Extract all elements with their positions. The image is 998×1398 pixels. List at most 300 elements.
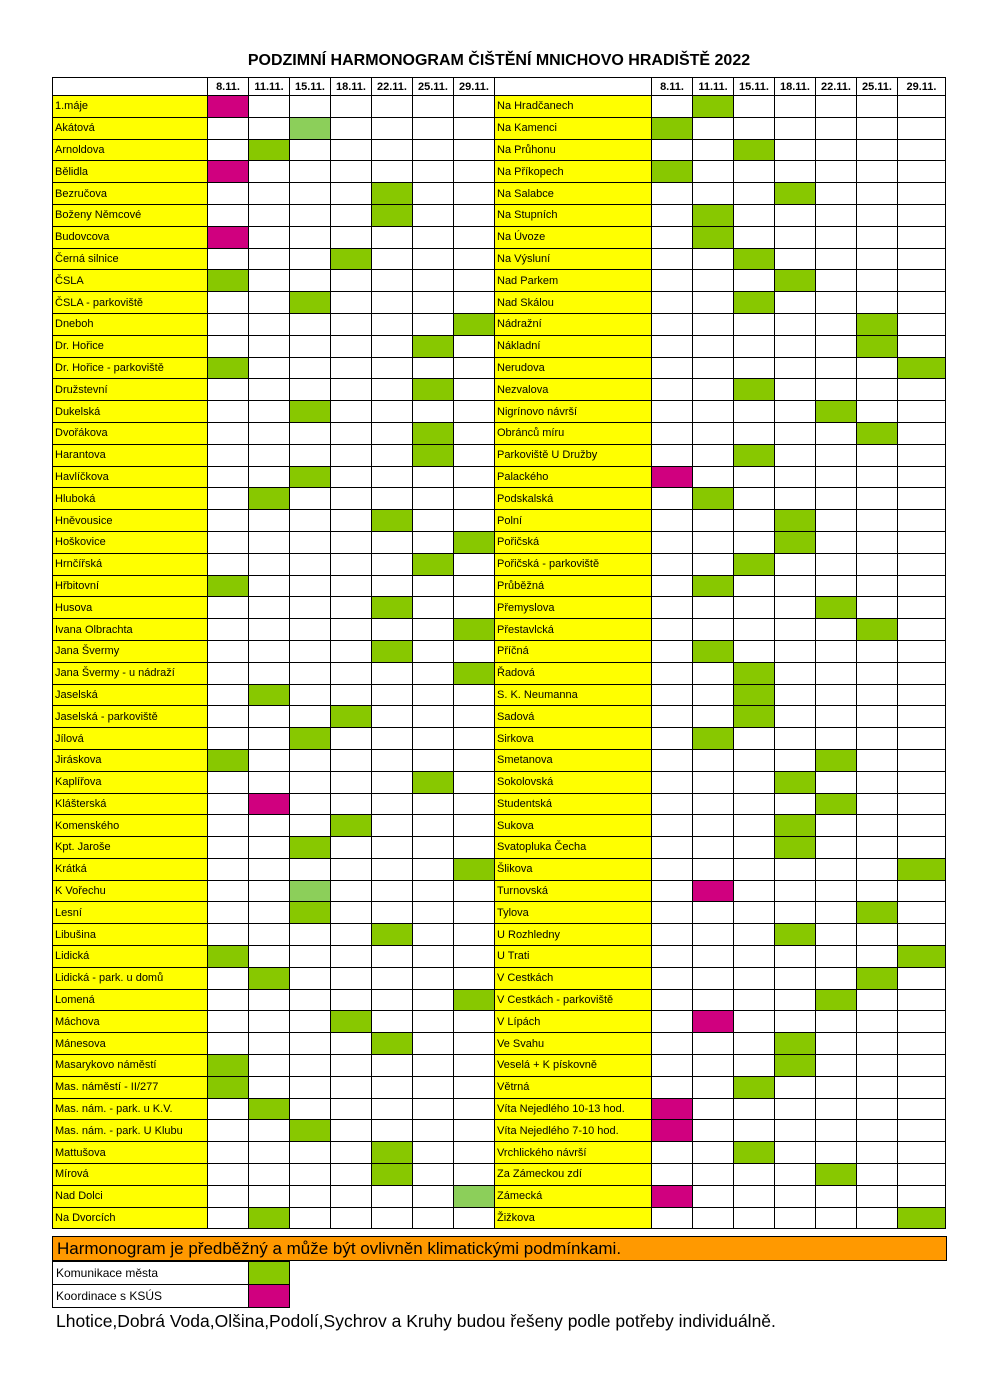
table-row [53, 1207, 946, 1229]
table-row [53, 1076, 946, 1098]
schedule-cell [331, 1185, 372, 1207]
schedule-cell [775, 1164, 816, 1186]
date-header: 22.11. [372, 78, 413, 96]
schedule-cell [208, 488, 249, 510]
schedule-cell [208, 313, 249, 335]
schedule-cell [734, 597, 775, 619]
schedule-mark [693, 1011, 734, 1033]
street-name: Sadová [495, 706, 652, 728]
schedule-cell [290, 706, 331, 728]
schedule-cell [372, 575, 413, 597]
schedule-mark [693, 880, 734, 902]
schedule-cell [454, 1142, 495, 1164]
schedule-mark [372, 1142, 413, 1164]
schedule-mark [898, 858, 946, 880]
table-row [53, 1098, 946, 1120]
schedule-cell [693, 335, 734, 357]
table-row [53, 1164, 946, 1186]
schedule-mark [208, 946, 249, 968]
schedule-cell [249, 531, 290, 553]
street-name: Hluboká [53, 488, 208, 510]
legend-swatch-magenta [249, 1285, 290, 1308]
schedule-cell [331, 401, 372, 423]
table-row [53, 444, 946, 466]
schedule-cell [898, 1076, 946, 1098]
schedule-mark [208, 1055, 249, 1077]
schedule-cell [734, 1164, 775, 1186]
street-name: Obránců míru [495, 422, 652, 444]
street-name: Bezručova [53, 183, 208, 205]
schedule-mark [816, 793, 857, 815]
street-name: Nad Parkem [495, 270, 652, 292]
schedule-cell [454, 444, 495, 466]
street-name: Klášterská [53, 793, 208, 815]
schedule-cell [290, 858, 331, 880]
schedule-cell [290, 313, 331, 335]
schedule-cell [857, 706, 898, 728]
schedule-cell [775, 553, 816, 575]
schedule-cell [413, 1098, 454, 1120]
schedule-cell [413, 946, 454, 968]
schedule-mark [898, 1207, 946, 1229]
schedule-cell [734, 728, 775, 750]
schedule-cell [693, 553, 734, 575]
schedule-mark [652, 117, 693, 139]
schedule-cell [652, 204, 693, 226]
schedule-cell [413, 858, 454, 880]
schedule-cell [249, 815, 290, 837]
schedule-cell [249, 553, 290, 575]
table-row [53, 749, 946, 771]
schedule-cell [693, 1033, 734, 1055]
street-name: Šlikova [495, 858, 652, 880]
street-name: Lidická [53, 946, 208, 968]
schedule-cell [454, 226, 495, 248]
date-header: 11.11. [249, 78, 290, 96]
schedule-cell [413, 815, 454, 837]
schedule-cell [413, 248, 454, 270]
schedule-cell [249, 248, 290, 270]
schedule-cell [208, 183, 249, 205]
schedule-cell [693, 248, 734, 270]
schedule-cell [816, 161, 857, 183]
schedule-cell [734, 1098, 775, 1120]
table-row [53, 510, 946, 532]
schedule-cell [208, 1142, 249, 1164]
street-name: Lesní [53, 902, 208, 924]
schedule-cell [331, 880, 372, 902]
schedule-cell [249, 924, 290, 946]
legend [52, 1261, 290, 1308]
schedule-cell [898, 1120, 946, 1142]
schedule-cell [372, 96, 413, 118]
date-header: 25.11. [857, 78, 898, 96]
schedule-cell [454, 401, 495, 423]
street-name: Jiráskova [53, 749, 208, 771]
street-name: Pořičská - parkoviště [495, 553, 652, 575]
schedule-cell [208, 553, 249, 575]
schedule-cell [290, 793, 331, 815]
schedule-cell [331, 292, 372, 314]
schedule-cell [734, 771, 775, 793]
schedule-cell [775, 204, 816, 226]
schedule-cell [857, 553, 898, 575]
schedule-cell [331, 1207, 372, 1229]
schedule-cell [372, 684, 413, 706]
schedule-cell [249, 466, 290, 488]
schedule-cell [331, 1076, 372, 1098]
schedule-mark [454, 313, 495, 335]
schedule-cell [693, 924, 734, 946]
schedule-cell [331, 793, 372, 815]
schedule-cell [331, 749, 372, 771]
table-row [53, 858, 946, 880]
footer-note: Lhotice,Dobrá Voda,Olšina,Podolí,Sychrov a Kruhy budou řešeny podle potřeby individuálně. [56, 1311, 776, 1331]
schedule-cell [454, 1055, 495, 1077]
street-name: Dr. Hořice [53, 335, 208, 357]
schedule-mark [693, 96, 734, 118]
schedule-cell [331, 117, 372, 139]
schedule-cell [372, 248, 413, 270]
schedule-mark [454, 1185, 495, 1207]
street-name: Dneboh [53, 313, 208, 335]
schedule-cell [734, 619, 775, 641]
schedule-cell [413, 793, 454, 815]
schedule-cell [413, 924, 454, 946]
schedule-cell [454, 749, 495, 771]
schedule-cell [898, 815, 946, 837]
schedule-cell [290, 531, 331, 553]
schedule-mark [693, 640, 734, 662]
schedule-cell [454, 575, 495, 597]
schedule-cell [208, 510, 249, 532]
schedule-cell [413, 1207, 454, 1229]
schedule-cell [454, 815, 495, 837]
schedule-cell [816, 662, 857, 684]
table-row [53, 183, 946, 205]
street-name: Lomená [53, 989, 208, 1011]
schedule-cell [454, 357, 495, 379]
schedule-cell [693, 1120, 734, 1142]
table-row [53, 989, 946, 1011]
schedule-cell [816, 1076, 857, 1098]
schedule-cell [652, 597, 693, 619]
schedule-cell [898, 248, 946, 270]
schedule-cell [208, 422, 249, 444]
schedule-cell [290, 684, 331, 706]
schedule-cell [454, 248, 495, 270]
schedule-cell [816, 422, 857, 444]
schedule-cell [734, 313, 775, 335]
schedule-mark [208, 270, 249, 292]
schedule-cell [454, 379, 495, 401]
schedule-cell [290, 1098, 331, 1120]
street-name: ČSLA - parkoviště [53, 292, 208, 314]
schedule-cell [898, 575, 946, 597]
schedule-cell [454, 837, 495, 859]
legend-row [53, 1262, 290, 1285]
street-name: Nerudova [495, 357, 652, 379]
schedule-cell [249, 96, 290, 118]
schedule-cell [816, 292, 857, 314]
street-name: Kpt. Jaroše [53, 837, 208, 859]
schedule-cell [208, 1185, 249, 1207]
schedule-cell [857, 1164, 898, 1186]
schedule-cell [652, 248, 693, 270]
schedule-cell [372, 1120, 413, 1142]
schedule-cell [454, 1033, 495, 1055]
street-name: Jana Švermy [53, 640, 208, 662]
table-row [53, 270, 946, 292]
street-name: Řadová [495, 662, 652, 684]
schedule-cell [898, 1098, 946, 1120]
schedule-cell [208, 640, 249, 662]
schedule-cell [290, 379, 331, 401]
schedule-cell [898, 270, 946, 292]
table-row [53, 531, 946, 553]
schedule-cell [693, 619, 734, 641]
schedule-cell [208, 204, 249, 226]
schedule-cell [693, 183, 734, 205]
schedule-cell [734, 466, 775, 488]
schedule-cell [693, 967, 734, 989]
street-name: Přemyslova [495, 597, 652, 619]
schedule-cell [249, 313, 290, 335]
schedule-cell [413, 967, 454, 989]
schedule-cell [898, 619, 946, 641]
street-name: Sirkova [495, 728, 652, 750]
street-name: Mas. nám. - park. u K.V. [53, 1098, 208, 1120]
schedule-cell [331, 226, 372, 248]
schedule-mark [857, 967, 898, 989]
schedule-cell [816, 313, 857, 335]
schedule-cell [372, 379, 413, 401]
date-header: 15.11. [734, 78, 775, 96]
schedule-cell [290, 444, 331, 466]
table-row [53, 117, 946, 139]
schedule-mark [775, 924, 816, 946]
schedule-cell [898, 422, 946, 444]
schedule-cell [734, 335, 775, 357]
schedule-cell [208, 858, 249, 880]
schedule-cell [331, 837, 372, 859]
street-name: Nad Skálou [495, 292, 652, 314]
schedule-cell [857, 357, 898, 379]
schedule-cell [208, 379, 249, 401]
street-name: ČSLA [53, 270, 208, 292]
street-name: Sokolovská [495, 771, 652, 793]
street-name: Veselá + K pískovně [495, 1055, 652, 1077]
schedule-cell [331, 466, 372, 488]
schedule-cell [693, 989, 734, 1011]
schedule-cell [413, 313, 454, 335]
schedule-cell [816, 1033, 857, 1055]
schedule-cell [898, 1164, 946, 1186]
schedule-cell [898, 488, 946, 510]
schedule-cell [413, 662, 454, 684]
table-row [53, 640, 946, 662]
table-row [53, 139, 946, 161]
schedule-cell [775, 858, 816, 880]
schedule-cell [652, 357, 693, 379]
schedule-cell [857, 662, 898, 684]
schedule-cell [454, 1164, 495, 1186]
schedule-cell [290, 989, 331, 1011]
schedule-cell [775, 226, 816, 248]
schedule-cell [208, 902, 249, 924]
schedule-cell [208, 793, 249, 815]
street-name: Nad Dolci [53, 1185, 208, 1207]
schedule-cell [775, 728, 816, 750]
schedule-cell [413, 1120, 454, 1142]
schedule-mark [249, 488, 290, 510]
schedule-cell [454, 1076, 495, 1098]
schedule-mark [857, 619, 898, 641]
schedule-cell [454, 161, 495, 183]
schedule-cell [290, 597, 331, 619]
street-name: U Trati [495, 946, 652, 968]
legend-label: Koordinace s KSÚS [53, 1285, 249, 1308]
table-row [53, 662, 946, 684]
schedule-cell [249, 575, 290, 597]
schedule-cell [331, 357, 372, 379]
schedule-cell [857, 597, 898, 619]
street-name: Sukova [495, 815, 652, 837]
schedule-mark [898, 357, 946, 379]
legend-label: Komunikace města [53, 1262, 249, 1285]
schedule-cell [413, 597, 454, 619]
schedule-cell [372, 1011, 413, 1033]
schedule-cell [331, 684, 372, 706]
schedule-cell [249, 422, 290, 444]
schedule-mark [734, 1142, 775, 1164]
schedule-cell [734, 902, 775, 924]
schedule-cell [208, 139, 249, 161]
schedule-cell [372, 967, 413, 989]
schedule-cell [775, 662, 816, 684]
schedule-cell [898, 139, 946, 161]
schedule-cell [693, 684, 734, 706]
schedule-cell [372, 946, 413, 968]
schedule-cell [652, 488, 693, 510]
table-row [53, 313, 946, 335]
schedule-cell [372, 117, 413, 139]
schedule-mark [208, 226, 249, 248]
schedule-cell [372, 1185, 413, 1207]
schedule-cell [816, 684, 857, 706]
street-name: V Lípách [495, 1011, 652, 1033]
schedule-mark [372, 510, 413, 532]
schedule-cell [454, 1011, 495, 1033]
schedule-cell [413, 728, 454, 750]
street-name: Komenského [53, 815, 208, 837]
schedule-cell [372, 749, 413, 771]
schedule-cell [898, 335, 946, 357]
schedule-mark [413, 422, 454, 444]
street-name: Polní [495, 510, 652, 532]
schedule-cell [857, 1033, 898, 1055]
table-row [53, 880, 946, 902]
schedule-cell [331, 989, 372, 1011]
schedule-cell [249, 902, 290, 924]
schedule-cell [898, 837, 946, 859]
schedule-cell [857, 1207, 898, 1229]
street-name: Zámecká [495, 1185, 652, 1207]
table-row [53, 96, 946, 118]
schedule-cell [249, 1120, 290, 1142]
schedule-mark [652, 161, 693, 183]
schedule-cell [898, 597, 946, 619]
schedule-cell [454, 183, 495, 205]
street-name: Podskalská [495, 488, 652, 510]
table-row [53, 379, 946, 401]
schedule-cell [816, 1011, 857, 1033]
schedule-cell [331, 510, 372, 532]
header-row [53, 78, 946, 96]
street-name: Svatopluka Čecha [495, 837, 652, 859]
schedule-cell [454, 204, 495, 226]
schedule-cell [816, 1185, 857, 1207]
schedule-cell [898, 640, 946, 662]
schedule-cell [413, 161, 454, 183]
street-name: Mattušova [53, 1142, 208, 1164]
schedule-mark [693, 204, 734, 226]
schedule-cell [290, 248, 331, 270]
schedule-cell [331, 1142, 372, 1164]
schedule-cell [413, 1164, 454, 1186]
schedule-cell [857, 771, 898, 793]
schedule-cell [413, 1076, 454, 1098]
schedule-mark [734, 379, 775, 401]
schedule-cell [734, 946, 775, 968]
schedule-cell [734, 510, 775, 532]
street-name: Boženy Němcové [53, 204, 208, 226]
schedule-cell [693, 444, 734, 466]
schedule-cell [372, 1055, 413, 1077]
schedule-cell [208, 1011, 249, 1033]
street-name: Nákladní [495, 335, 652, 357]
street-name: Harantova [53, 444, 208, 466]
schedule-cell [413, 401, 454, 423]
schedule-cell [652, 575, 693, 597]
schedule-cell [898, 531, 946, 553]
schedule-cell [652, 880, 693, 902]
schedule-cell [290, 488, 331, 510]
table-row [53, 771, 946, 793]
schedule-cell [693, 117, 734, 139]
street-name: Na Výsluní [495, 248, 652, 270]
schedule-cell [734, 117, 775, 139]
schedule-cell [857, 270, 898, 292]
table-row [53, 924, 946, 946]
schedule-cell [372, 553, 413, 575]
schedule-cell [331, 1164, 372, 1186]
schedule-cell [413, 575, 454, 597]
schedule-cell [372, 531, 413, 553]
schedule-cell [454, 466, 495, 488]
schedule-cell [898, 771, 946, 793]
schedule-cell [816, 706, 857, 728]
schedule-cell [693, 771, 734, 793]
schedule-cell [372, 161, 413, 183]
schedule-cell [857, 1076, 898, 1098]
street-name: Havlíčkova [53, 466, 208, 488]
date-header: 22.11. [816, 78, 857, 96]
schedule-cell [249, 858, 290, 880]
schedule-mark [857, 422, 898, 444]
schedule-cell [652, 96, 693, 118]
schedule-mark [454, 662, 495, 684]
